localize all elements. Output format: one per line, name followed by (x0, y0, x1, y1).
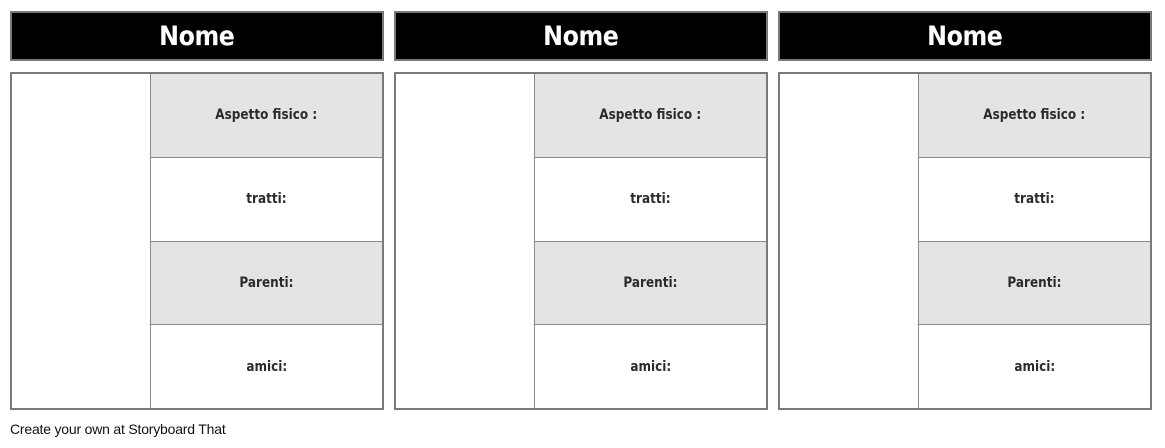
field-label: amici: (1014, 358, 1055, 375)
storyboard-credit-link[interactable]: Create your own at Storyboard That (10, 421, 226, 437)
field-friends[interactable] (535, 325, 766, 408)
name-header[interactable] (778, 11, 1152, 61)
field-physical-appearance[interactable] (151, 74, 382, 158)
field-label: Aspetto fisico : (599, 107, 702, 124)
field-friends[interactable] (151, 325, 382, 408)
field-label: Parenti: (1007, 274, 1062, 291)
field-list (535, 74, 766, 408)
field-relatives[interactable] (919, 242, 1150, 326)
image-cell[interactable] (780, 74, 919, 408)
field-label: amici: (630, 358, 671, 375)
field-friends[interactable] (919, 325, 1150, 408)
field-label: Parenti: (623, 274, 678, 291)
field-list (151, 74, 382, 408)
character-card (10, 72, 384, 410)
field-label: amici: (246, 358, 287, 375)
field-label: Aspetto fisico : (983, 107, 1086, 124)
field-list (919, 74, 1150, 408)
name-label: Nome (543, 20, 619, 52)
field-label: tratti: (246, 191, 287, 208)
field-label: Parenti: (239, 274, 294, 291)
name-header[interactable] (10, 11, 384, 61)
field-relatives[interactable] (151, 242, 382, 326)
field-physical-appearance[interactable] (919, 74, 1150, 158)
field-traits[interactable] (151, 158, 382, 242)
field-physical-appearance[interactable] (535, 74, 766, 158)
character-panel-3 (778, 11, 1152, 375)
field-traits[interactable] (535, 158, 766, 242)
name-label: Nome (159, 20, 235, 52)
field-label: tratti: (630, 191, 671, 208)
field-traits[interactable] (919, 158, 1150, 242)
field-label: tratti: (1014, 191, 1055, 208)
image-cell[interactable] (12, 74, 151, 408)
image-cell[interactable] (396, 74, 535, 408)
name-label: Nome (927, 20, 1003, 52)
character-card (778, 72, 1152, 410)
name-header[interactable] (394, 11, 768, 61)
field-label: Aspetto fisico : (215, 107, 318, 124)
character-card (394, 72, 768, 410)
character-panel-2 (394, 11, 768, 375)
character-panel-1 (10, 11, 384, 375)
field-relatives[interactable] (535, 242, 766, 326)
